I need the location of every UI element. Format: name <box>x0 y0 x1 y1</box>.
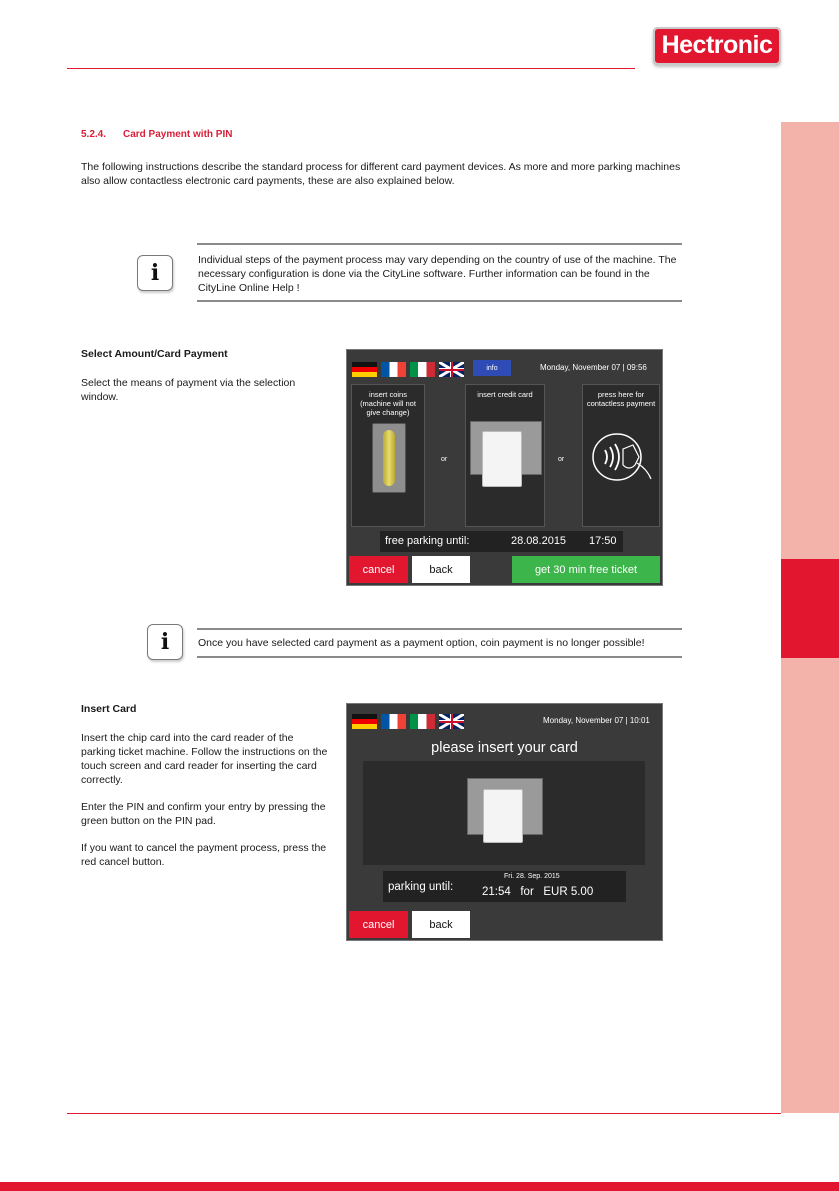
coin-slot <box>372 423 406 493</box>
insert-card-prompt: please insert your card <box>431 740 578 756</box>
select-text: Select the means of payment via the selection window. <box>81 377 296 403</box>
cancel-button[interactable]: cancel <box>349 911 408 938</box>
flag-it-icon[interactable] <box>410 362 435 377</box>
cancel-button[interactable]: cancel <box>349 556 408 583</box>
side-tab-active <box>781 559 839 658</box>
card-icon <box>482 431 522 487</box>
side-tab-light-lower <box>781 658 839 1113</box>
info-icon: i <box>147 624 183 660</box>
card-reader-panel[interactable] <box>363 761 645 865</box>
info-button[interactable]: info <box>473 360 511 376</box>
note2-rule-bottom <box>197 656 682 658</box>
flag-fr-icon[interactable] <box>381 362 406 377</box>
free-parking-time: 17:50 <box>589 535 617 547</box>
card-icon <box>483 789 523 843</box>
insert-paragraph-1: Insert the chip card into the card reader of the parking ticket machine. Follow the instructions on the touch screen and card reader for inserting the card correctly. <box>81 732 328 786</box>
footer-bar <box>0 1182 839 1191</box>
free-parking-label: free parking until: <box>385 535 470 547</box>
free-ticket-button[interactable]: get 30 min free ticket <box>512 556 660 583</box>
insert-paragraph-3: If you want to cancel the payment process, press the red cancel button. <box>81 842 327 868</box>
contactless-panel[interactable] <box>582 384 660 527</box>
intro-paragraph: The following instructions describe the standard process for different card payment devices. As more and more parking machines also allow contactless electronic card payments, these are also explained below. <box>81 161 681 187</box>
select-heading: Select Amount/Card Payment <box>81 348 228 360</box>
back-button[interactable]: back <box>412 911 470 938</box>
section-title: Card Payment with PIN <box>123 129 233 140</box>
flag-uk-icon[interactable] <box>439 714 464 729</box>
screen2-datetime: Monday, November 07 | 10:01 <box>543 716 650 725</box>
flag-uk-icon[interactable] <box>439 362 464 377</box>
credit-card-panel[interactable] <box>465 384 545 527</box>
hectronic-logo: Hectronic <box>653 27 781 65</box>
note2-rule-top <box>197 628 682 630</box>
header-rule <box>67 68 635 69</box>
screen-datetime: Monday, November 07 | 09:56 <box>540 363 647 372</box>
payment-selection-screen <box>346 349 663 586</box>
note-text: Individual steps of the payment process may vary depending on the country of use of the machine. The necessary configuration is done via the CityLine software. Further information can be found in the CityLine Online Help ! <box>198 254 677 294</box>
footer-rule <box>67 1113 781 1114</box>
section-heading <box>81 129 232 140</box>
or-label-1: or <box>441 456 448 463</box>
note-rule-bottom <box>197 300 682 302</box>
coins-panel[interactable] <box>351 384 425 527</box>
contactless-icon <box>589 431 653 483</box>
insert-card-screen <box>346 703 663 941</box>
info-icon: i <box>137 255 173 291</box>
section-number: 5.2.4. <box>81 129 107 140</box>
flag-de-icon[interactable] <box>352 362 377 377</box>
parking-until-date: Fri. 28. Sep. 2015 <box>504 873 560 880</box>
free-parking-date: 28.08.2015 <box>511 535 567 547</box>
insert-paragraph-2: Enter the PIN and confirm your entry by pressing the green button on the PIN pad. <box>81 801 326 827</box>
parking-until-value: 21:54 for EUR 5.00 <box>482 886 594 898</box>
flag-de-icon[interactable] <box>352 714 377 729</box>
credit-card-label: insert credit card <box>477 390 533 399</box>
parking-until-bar <box>383 871 626 902</box>
insert-text <box>81 731 329 882</box>
coins-label: insert coins (machine will not give change) <box>360 390 416 417</box>
parking-until-label: parking until: <box>388 881 454 893</box>
insert-heading: Insert Card <box>81 703 137 715</box>
note2-text: Once you have selected card payment as a payment option, coin payment is no longer possible! <box>198 637 645 649</box>
contactless-label: press here for contactless payment <box>586 390 656 408</box>
note-rule-top <box>197 243 682 245</box>
coin-icon <box>383 430 395 486</box>
flag-it-icon[interactable] <box>410 714 435 729</box>
free-parking-bar <box>380 531 623 552</box>
side-tab-light <box>781 122 839 559</box>
or-label-2: or <box>558 456 565 463</box>
flag-fr-icon[interactable] <box>381 714 406 729</box>
back-button[interactable]: back <box>412 556 470 583</box>
